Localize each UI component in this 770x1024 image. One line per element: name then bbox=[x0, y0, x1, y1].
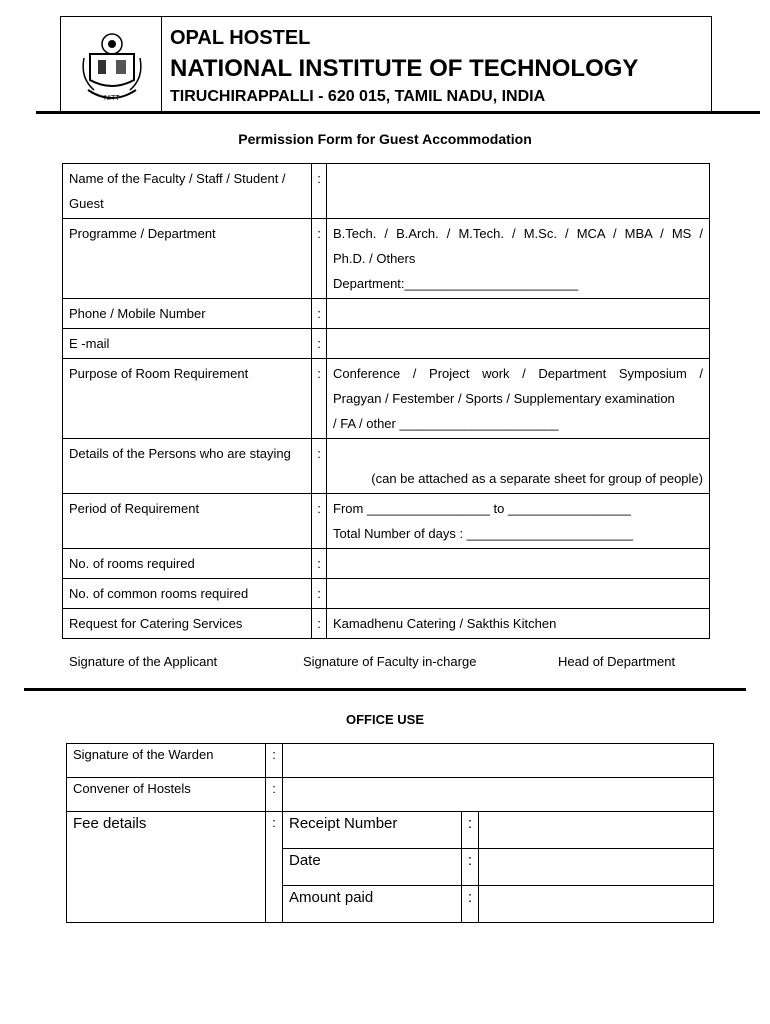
department-blank: Department:________________________ bbox=[333, 276, 579, 291]
faculty-signature: Signature of Faculty in-charge bbox=[303, 654, 477, 669]
amount-label: Amount paid bbox=[289, 889, 374, 906]
amount-field[interactable] bbox=[479, 886, 714, 923]
name-field[interactable] bbox=[327, 164, 710, 219]
colon: : bbox=[266, 778, 283, 812]
convener-field[interactable] bbox=[283, 778, 714, 812]
row-rooms bbox=[63, 549, 710, 579]
total-days: Total Number of days : _______________________ bbox=[333, 526, 633, 541]
colon: : bbox=[312, 164, 327, 219]
section-divider bbox=[24, 688, 746, 691]
date-field[interactable] bbox=[479, 849, 714, 886]
name-label: Name of the Faculty / Staff / Student / Guest bbox=[63, 164, 312, 219]
purpose-field[interactable] bbox=[327, 359, 710, 439]
purpose-options: Conference / Project work / Department Symposium / bbox=[333, 366, 703, 381]
programme-field[interactable] bbox=[327, 219, 710, 299]
date-label: Date bbox=[283, 849, 462, 886]
rooms-field[interactable] bbox=[327, 549, 710, 579]
period-label: Period of Requirement bbox=[63, 494, 312, 549]
common-rooms-field[interactable] bbox=[327, 579, 710, 609]
programme-options: B.Tech. / B.Arch. / M.Tech. / M.Sc. / MCA / MBA / MS / bbox=[333, 226, 703, 241]
purpose-other-blank: / FA / other ______________________ bbox=[333, 416, 559, 431]
row-name bbox=[63, 164, 710, 219]
common-rooms-label: No. of common rooms required bbox=[63, 579, 312, 609]
persons-field[interactable] bbox=[327, 439, 710, 494]
email-field[interactable] bbox=[327, 329, 710, 359]
row-programme bbox=[63, 219, 710, 299]
fee-details-table bbox=[283, 812, 713, 922]
colon: : bbox=[312, 579, 327, 609]
programme-label: Programme / Department bbox=[63, 219, 312, 299]
programme-options-cont: Ph.D. / Others bbox=[333, 251, 416, 266]
row-fee bbox=[67, 812, 714, 923]
colon: : bbox=[312, 329, 327, 359]
form-title: Permission Form for Guest Accommodation bbox=[238, 131, 532, 147]
receipt-label: Receipt Number bbox=[283, 812, 462, 849]
period-from-to: From _________________ to _________________ bbox=[333, 501, 631, 516]
phone-field[interactable] bbox=[327, 299, 710, 329]
persons-label: Details of the Persons who are staying bbox=[63, 439, 312, 494]
office-use-title: OFFICE USE bbox=[345, 712, 424, 727]
row-purpose bbox=[63, 359, 710, 439]
row-receipt bbox=[283, 812, 713, 849]
row-date bbox=[283, 849, 713, 886]
phone-label: Phone / Mobile Number bbox=[63, 299, 312, 329]
period-field[interactable] bbox=[327, 494, 710, 549]
purpose-options-cont: Pragyan / Festember / Sports / Supplementary examination bbox=[333, 391, 675, 406]
letterhead-divider bbox=[161, 16, 162, 112]
row-period bbox=[63, 494, 710, 549]
colon: : bbox=[462, 849, 479, 886]
colon: : bbox=[312, 549, 327, 579]
email-label: E -mail bbox=[63, 329, 312, 359]
hod-signature: Head of Department bbox=[558, 654, 676, 669]
guest-form-table bbox=[62, 163, 710, 639]
persons-note: (can be attached as a separate sheet for group of people) bbox=[371, 471, 703, 486]
rooms-label: No. of rooms required bbox=[63, 549, 312, 579]
colon: : bbox=[462, 886, 479, 923]
catering-field[interactable]: Kamadhenu Catering / Sakthis Kitchen bbox=[327, 609, 710, 639]
header-rule bbox=[36, 111, 760, 114]
colon: : bbox=[312, 299, 327, 329]
colon: : bbox=[312, 609, 327, 639]
colon: : bbox=[312, 359, 327, 439]
row-phone bbox=[63, 299, 710, 329]
warden-field[interactable] bbox=[283, 744, 714, 778]
institute-name: NATIONAL INSTITUTE OF TECHNOLOGY bbox=[170, 55, 639, 82]
colon: : bbox=[462, 812, 479, 849]
row-warden bbox=[67, 744, 714, 778]
row-catering bbox=[63, 609, 710, 639]
row-common-rooms bbox=[63, 579, 710, 609]
institute-address: TIRUCHIRAPPALLI - 620 015, TAMIL NADU, INDIA bbox=[170, 88, 546, 105]
colon: : bbox=[266, 812, 283, 923]
institute-logo bbox=[76, 28, 148, 106]
row-amount bbox=[283, 886, 713, 923]
colon: : bbox=[312, 219, 327, 299]
svg-text:NITT: NITT bbox=[104, 95, 120, 102]
colon: : bbox=[312, 494, 327, 549]
office-use-table bbox=[66, 743, 714, 923]
fee-details-cell bbox=[283, 812, 714, 923]
fee-details-label: Fee details bbox=[67, 812, 266, 923]
colon: : bbox=[312, 439, 327, 494]
convener-label: Convener of Hostels bbox=[67, 778, 266, 812]
row-persons bbox=[63, 439, 710, 494]
row-convener bbox=[67, 778, 714, 812]
hostel-name: OPAL HOSTEL bbox=[170, 27, 311, 49]
row-email bbox=[63, 329, 710, 359]
applicant-signature: Signature of the Applicant bbox=[69, 654, 218, 669]
colon: : bbox=[266, 744, 283, 778]
purpose-label: Purpose of Room Requirement bbox=[63, 359, 312, 439]
warden-label: Signature of the Warden bbox=[67, 744, 266, 778]
catering-label: Request for Catering Services bbox=[63, 609, 312, 639]
receipt-field[interactable] bbox=[479, 812, 714, 849]
